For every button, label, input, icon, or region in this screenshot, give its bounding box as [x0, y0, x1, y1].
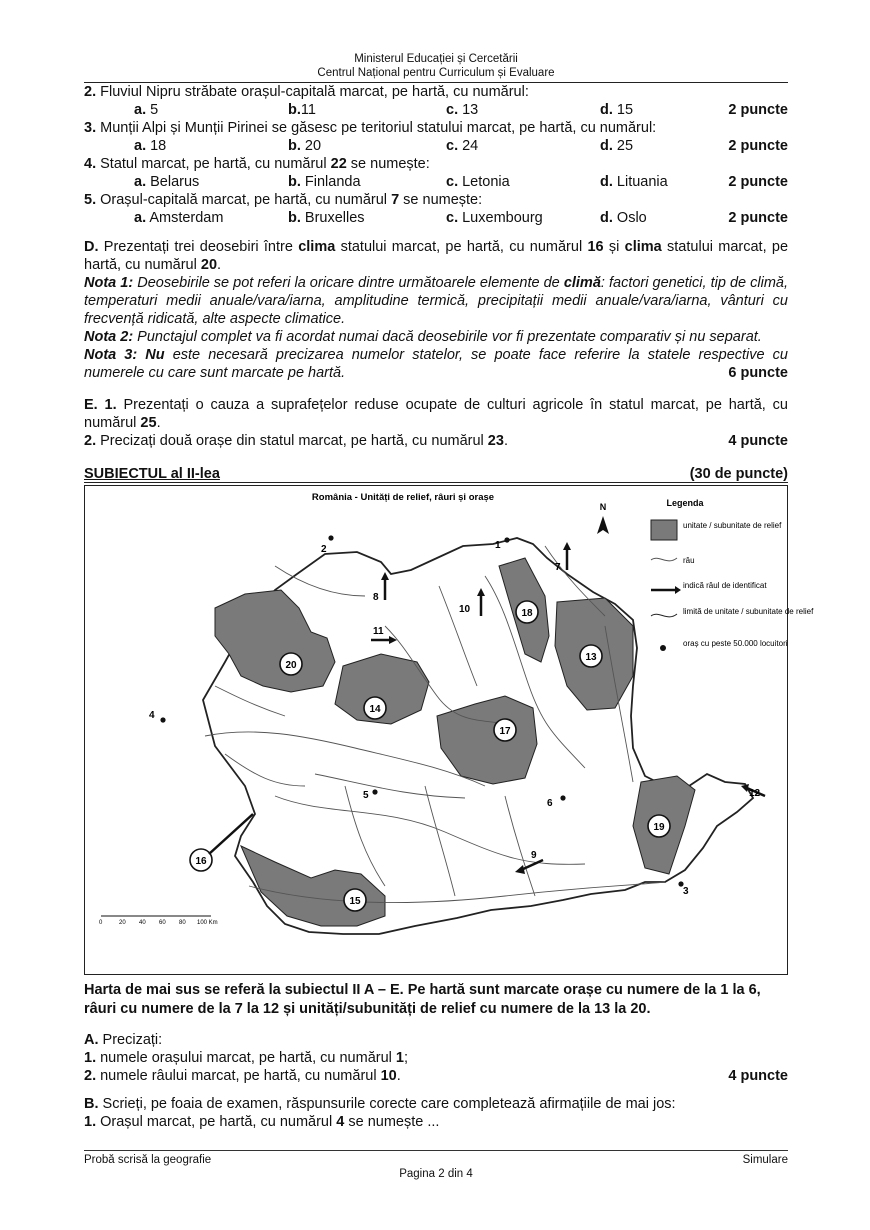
points: 2 puncte	[728, 174, 788, 190]
option-d: d. Lituania	[600, 174, 668, 190]
nota-3: Nota 3: Nu este necesară precizarea numelor statelor, se poate face referire la statele respective cu numerele cu care sunt marcate pe hartă. 6 puncte	[84, 347, 788, 381]
legend-title: Legenda	[666, 498, 704, 508]
question-2-options	[84, 101, 788, 119]
subject-heading	[84, 466, 788, 483]
section-e-2: 2. Precizați două orașe din statul marcat, pe hartă, cu numărul 23. 4 puncte	[84, 433, 788, 449]
question-3: 3. Munții Alpi și Munții Pirinei se găsesc pe teritoriul statului marcat, pe hartă, cu numărul:	[84, 120, 657, 136]
svg-text:0: 0	[99, 920, 103, 926]
subject-title: SUBIECTUL al II-lea	[84, 466, 220, 482]
river-12: 12	[749, 788, 761, 799]
unit-20: 20	[285, 660, 297, 671]
city-5: 5	[363, 790, 369, 801]
question-number: 2.	[84, 84, 97, 100]
romania-map	[84, 485, 814, 975]
exam-page	[84, 0, 814, 1131]
option-d: d. 25	[600, 138, 634, 154]
footer-right: Simulare	[742, 1154, 788, 1166]
legend-relief: unitate / subunitate de relief	[683, 521, 782, 530]
option-a: a. Belarus	[134, 174, 200, 190]
svg-text:80: 80	[179, 920, 186, 926]
svg-text:20: 20	[119, 920, 126, 926]
legend-target-river: indică râul de identificat	[683, 581, 767, 590]
city-2-marker	[328, 535, 333, 540]
legend-boundary: limită de unitate / subunitate de relief	[683, 607, 814, 616]
section-a: A. Precizați:	[84, 1032, 163, 1048]
city-6: 6	[547, 798, 553, 809]
north-label: N	[599, 502, 607, 512]
unit-16: 16	[195, 856, 207, 867]
map-caption: Harta de mai sus se referă la subiectul II A – E. Pe hartă sunt marcate orașe cu numere de la 1 la 6, râuri cu numere de la 7 la 12 și unități/subunități de relief cu numere de la 13 la 20.	[84, 982, 761, 1017]
points: 2 puncte	[728, 138, 788, 154]
option-c: c. Luxembourg	[446, 210, 543, 226]
unit-13: 13	[585, 652, 597, 663]
unit-19: 19	[653, 822, 665, 833]
points: 2 puncte	[728, 210, 788, 226]
nota-2: Nota 2: Punctajul complet va fi acordat numai dacă deosebirile vor fi prezentate comparativ și nu separat.	[84, 329, 762, 345]
svg-text:40: 40	[139, 920, 146, 926]
points: 4 puncte	[728, 433, 788, 449]
section-a-item-1: 1. numele orașului marcat, pe hartă, cu numărul 1;	[84, 1050, 409, 1066]
question-4: 4. Statul marcat, pe hartă, cu numărul 22 se numește:	[84, 156, 430, 172]
center-name: Centrul Național pentru Curriculum și Evaluare	[317, 67, 555, 79]
section-d: D. Prezentați trei deosebiri între clima statului marcat, pe hartă, cu numărul 16 și clima statului marcat, pe hartă, cu numărul 20.	[84, 239, 789, 273]
river-9: 9	[531, 850, 537, 861]
question-2	[84, 83, 788, 101]
city-1: 1	[495, 540, 501, 551]
city-3: 3	[683, 886, 689, 897]
section-b: B. Scrieți, pe foaia de examen, răspunsurile corecte care completează afirmațiile de mai jos:	[84, 1096, 676, 1112]
legend-city: oraș cu peste 50.000 locuitori	[683, 639, 788, 648]
unit-17: 17	[499, 726, 511, 737]
city-4-marker	[160, 717, 165, 722]
city-1-marker	[504, 537, 509, 542]
river-11: 11	[373, 626, 384, 637]
option-b: b. Bruxelles	[288, 210, 365, 226]
map-title: România - Unități de relief, râuri și orașe	[311, 492, 495, 503]
option-b: b. 20	[288, 138, 322, 154]
points: 6 puncte	[728, 365, 788, 381]
legend-city-icon	[660, 645, 666, 651]
question-3-options	[84, 137, 788, 155]
option-c: c. Letonia	[446, 174, 510, 190]
city-4: 4	[149, 710, 155, 721]
city-2: 2	[321, 544, 327, 555]
question-5-options	[84, 209, 788, 227]
option-c: c. 24	[446, 138, 479, 154]
river-8: 8	[373, 592, 379, 603]
option-b: b. Finlanda	[288, 174, 361, 190]
footer-left: Probă scrisă la geografie	[84, 1154, 212, 1166]
unit-14: 14	[369, 704, 381, 715]
svg-text:60: 60	[159, 920, 166, 926]
section-e: E. 1. Prezentați o cauza a suprafețelor reduse ocupate de culturi agricole în statul marcat, pe hartă, cu numărul 25.	[84, 397, 788, 431]
section-b-item-1: 1. Orașul marcat, pe hartă, cu numărul 4 se numește ...	[84, 1114, 440, 1130]
option-c: c. 13	[446, 102, 479, 118]
footer-page: Pagina 2 din 4	[399, 1168, 473, 1180]
option-a: a. Amsterdam	[134, 210, 224, 226]
points: 4 puncte	[728, 1068, 788, 1084]
legend-river: râu	[683, 556, 695, 565]
unit-18: 18	[521, 608, 533, 619]
question-5: 5. Orașul-capitală marcat, pe hartă, cu numărul 7 se numește:	[84, 192, 483, 208]
river-10: 10	[459, 604, 471, 615]
legend-swatch-relief	[651, 520, 677, 540]
question-text: Fluviul Nipru străbate orașul-capitală marcat, pe hartă, cu numărul:	[100, 84, 529, 100]
page-footer	[84, 1150, 788, 1180]
unit-15: 15	[349, 896, 361, 907]
city-6-marker	[560, 795, 565, 800]
svg-text:100 Km: 100 Km	[197, 920, 218, 926]
page-header	[84, 0, 788, 80]
points: 2 puncte	[728, 102, 788, 118]
option-d: d. 15	[600, 102, 634, 118]
option-a: a. 5	[134, 102, 159, 118]
option-d: d. Oslo	[600, 210, 647, 226]
subject-points: (30 de puncte)	[689, 466, 788, 482]
city-5-marker	[372, 789, 377, 794]
river-7: 7	[555, 562, 561, 573]
nota-1: Nota 1: Deosebirile se pot referi la oricare dintre următoarele elemente de climă: factori genetici, tip de climă, temperaturi medii anuale/vara/iarna, amplitudine termică, precipitații medii anuale/vara/iarna, vânturi cu frecvență ridicată, alte aspecte climatice.	[84, 275, 788, 327]
question-4-options	[84, 173, 788, 191]
ministry-name: Ministerul Educației și Cercetării	[354, 53, 518, 65]
section-a-item-2: 2. numele râului marcat, pe hartă, cu numărul 10. 4 puncte	[84, 1068, 788, 1084]
option-b: b.11	[288, 102, 316, 118]
option-a: a. 18	[134, 138, 167, 154]
